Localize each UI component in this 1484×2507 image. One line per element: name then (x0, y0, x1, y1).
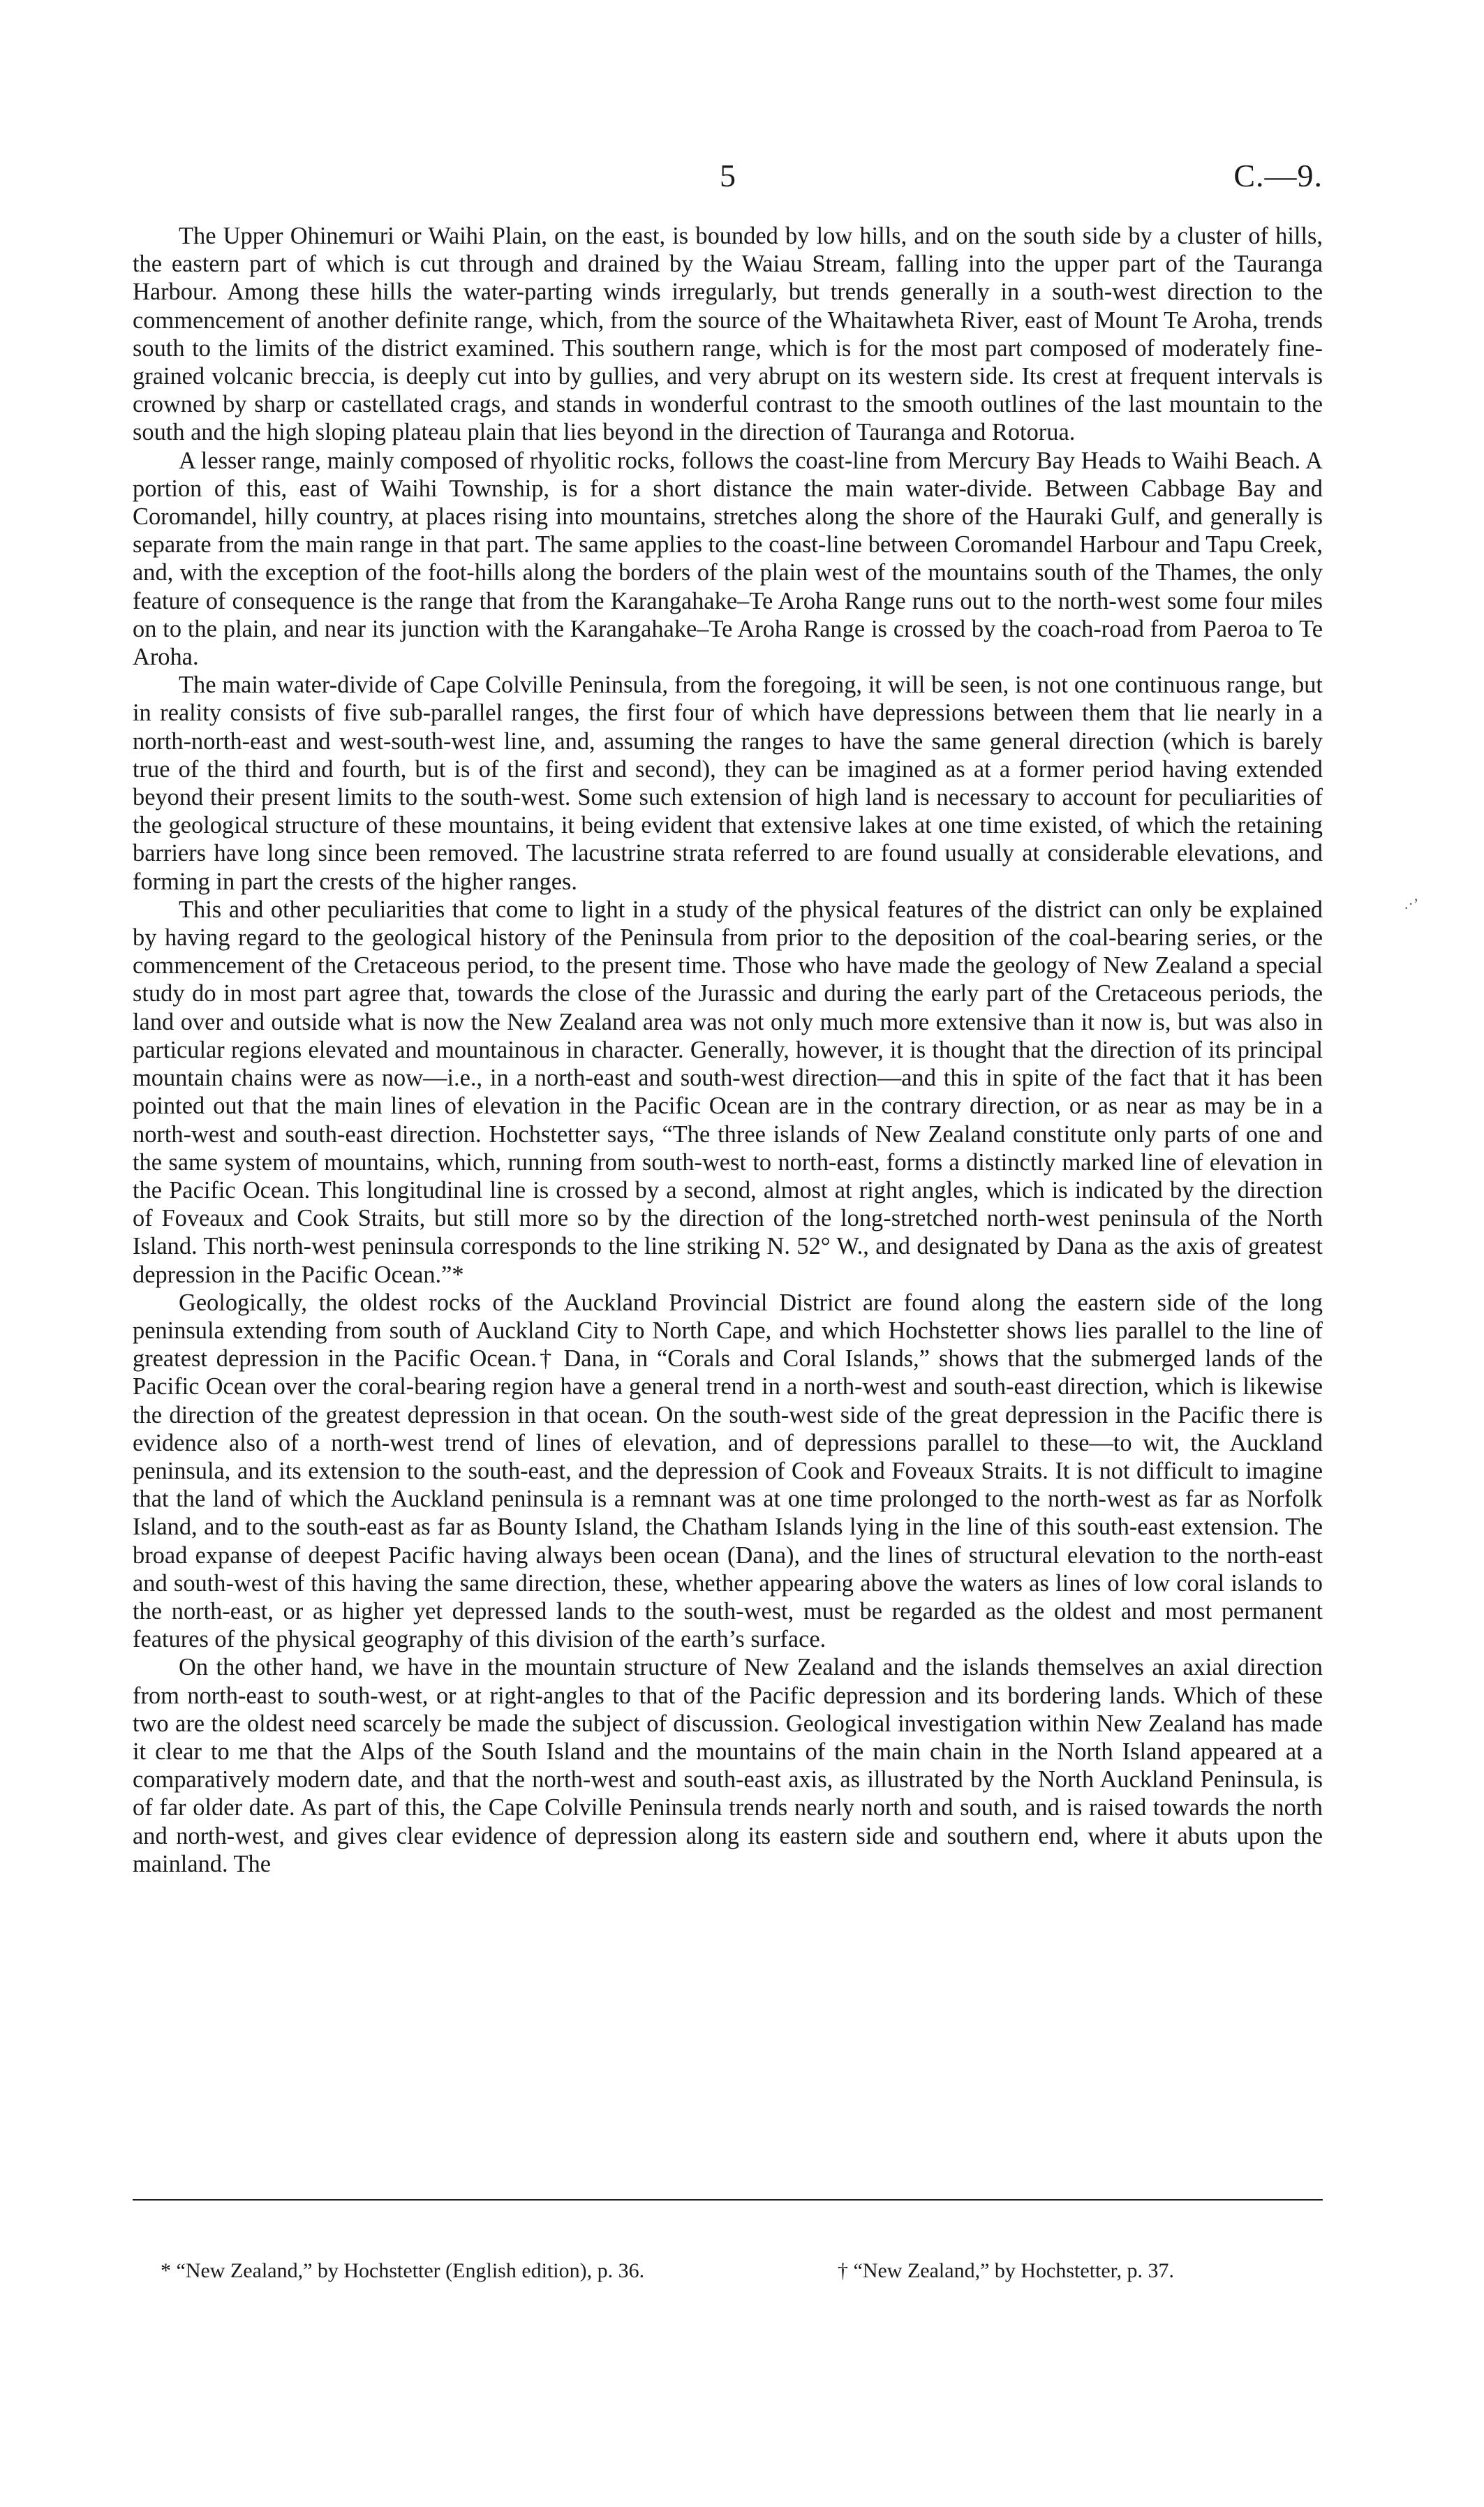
footnotes (133, 2257, 1323, 2285)
paragraph-oldest-rocks: Geologically, the oldest rocks of the Auckland Provincial District are found along the eastern side of the long peninsula extending from south of Auckland City to North Cape, and which Hochstetter shows lies parallel to the line of greatest depression in the Pacific Ocean.† Dana, in “Corals and Coral Islands,” shows that the submerged lands of the Pacific Ocean over the coral-bearing region have a general trend in a north-west and south-east direction, which is likewise the direction of the greatest depression in that ocean. On the south-west side of the great depression in the Pacific there is evidence also of a north-west trend of lines of elevation, and of depressions parallel to these—to wit, the Auckland peninsula, and its extension to the south-east, and the depression of Cook and Foveaux Straits. It is not difficult to imagine that the land of which the Auckland peninsula is a remnant was at one time prolonged to the north-west as far as Norfolk Island, and to the south-east as far as Bounty Island, the Chatham Islands lying in the line of this south-east extension. The broad expanse of deepest Pacific having always been ocean (Dana), and the lines of structural elevation to the north-east and south-west of this having the same direction, these, whether appearing above the waters as lines of low coral islands to the north-east, or as higher yet depressed lands to the south-west, must be regarded as the oldest and most permanent features of the physical geography of this division of the earth’s surface. (133, 1289, 1323, 1653)
margin-speck-mark: .·’ (1404, 895, 1419, 912)
paragraph-mountain-structure: On the other hand, we have in the mountain structure of New Zealand and the islands themselves an axial direction from north-east to south-west, or at right-angles to that of the Pacific depression and its bordering lands. Which of these two are the oldest need scarcely be made the subject of discussion. Geological investigation within New Zealand has made it clear to me that the Alps of the South Island and the mountains of the main chain in the North Island appeared at a comparatively modern date, and that the north-west and south-east axis, as illustrated by the North Auckland Peninsula, is of far older date. As part of this, the Cape Colville Peninsula trends nearly north and south, and is raised towards the north and north-west, and gives clear evidence of depression along its eastern side and southern end, where it abuts upon the mainland. The (133, 1654, 1323, 1877)
paragraph-geological-history: This and other peculiarities that come to light in a study of the physical features of the district can only be explained by having regard to the geological history of the Peninsula from prior to the deposition of the coal-bearing series, or the commencement of the Cretaceous period, to the present time. Those who have made the geology of New Zealand a special study do in most part agree that, towards the close of the Jurassic and during the early part of the Cretaceous periods, the land over and outside what is now the New Zealand area was not only much more extensive than it now is, but was also in particular regions elevated and mountainous in character. Generally, however, it is thought that the direction of its principal mountain chains were as now—i.e., in a north-east and south-west direction—and this in spite of the fact that it has been pointed out that the main lines of elevation in the Pacific Ocean are in the contrary direction, or as near as may be in a north-west and south-east direction. Hochstetter says, “The three islands of New Zealand constitute only parts of one and the same system of mountains, which, running from south-west to north-east, forms a distinctly marked line of elevation in the Pacific Ocean. This longitudinal line is crossed by a second, almost at right angles, which is indicated by the direction of Foveaux and Cook Straits, but still more so by the direction of the long-stretched north-west peninsula of the North Island. This north-west peninsula corresponds to the line striking N. 52° W., and designated by Dana as the axis of greatest depression in the Pacific Ocean.”* (133, 896, 1323, 1288)
paragraph-upper-ohinemuri: The Upper Ohinemuri or Waihi Plain, on the east, is bounded by low hills, and on the south side by a cluster of hills, the eastern part of which is cut through and drained by the Waiau Stream, falling into the upper part of the Tauranga Harbour. Among these hills the water-parting winds irregularly, but trends generally in a south-west direction to the commencement of another definite range, which, from the source of the Whaitawheta River, east of Mount Te Aroha, trends south to the limits of the district examined. This southern range, which is for the most part composed of moderately fine-grained volcanic breccia, is deeply cut into by gullies, and very abrupt on its western side. Its crest at frequent intervals is crowned by sharp or castellated crags, and stands in wonderful contrast to the smooth outlines of the last mountain to the south and the high sloping plateau plain that lies beyond in the direction of Tauranga and Rotorua. (133, 223, 1323, 446)
paragraph-main-water-divide: The main water-divide of Cape Colville Peninsula, from the foregoing, it will be seen, is not one continuous range, but in reality consists of five sub-parallel ranges, the first four of which have depressions between them that lie nearly in a north-north-east and west-south-west line, and, assuming the ranges to have the same general direction (which is barely true of the third and fourth, but is of the first and second), they can be imagined as at a former period having extended beyond their present limits to the south-west. Some such extension of high land is necessary to account for peculiarities of the geological structure of these mountains, it being evident that extensive lakes at one time existed, of which the retaining barriers have long since been removed. The lacustrine strata referred to are found usually at considerable elevations, and forming in part the crests of the higher ranges. (133, 672, 1323, 895)
page-number: 5 (720, 158, 736, 193)
body-text (133, 222, 1323, 1878)
footnote-asterisk: * “New Zealand,” by Hochstetter (English edition), p. 36. (161, 2259, 645, 2282)
paragraph-lesser-range: A lesser range, mainly composed of rhyolitic rocks, follows the coast-line from Mercury Bay Heads to Waihi Beach. A portion of this, east of Waihi Township, is for a short distance the main water-divide. Between Cabbage Bay and Coromandel, hilly country, at places rising into mountains, stretches along the shore of the Hauraki Gulf, and generally is separate from the main range in that part. The same applies to the coast-line between Coromandel Harbour and Tapu Creek, and, with the exception of the foot-hills along the borders of the plain west of the mountains south of the Thames, the only feature of consequence is the range that from the Karangahake–Te Aroha Range runs out to the north-west some four miles on to the plain, and near its junction with the Karangahake–Te Aroha Range is crossed by the coach-road from Paeroa to Te Aroha. (133, 447, 1323, 671)
document-reference: C.—9. (1233, 158, 1323, 193)
footnote-divider (133, 2199, 1323, 2201)
page-header (133, 155, 1323, 197)
footnote-dagger: † “New Zealand,” by Hochstetter, p. 37. (838, 2259, 1174, 2282)
